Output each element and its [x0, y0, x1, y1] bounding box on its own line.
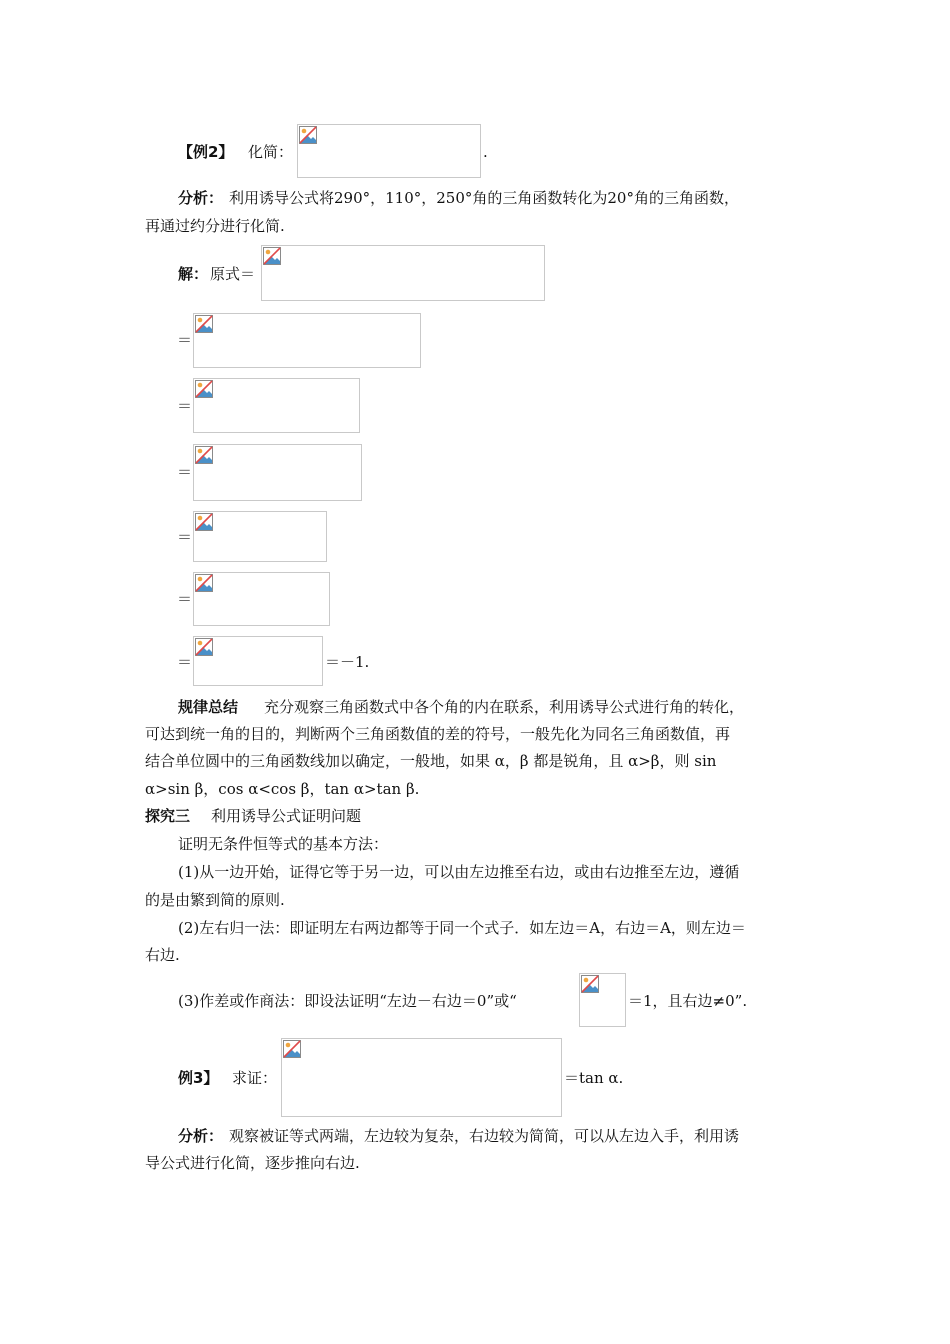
example-2-text: 化简：	[248, 143, 294, 161]
equals-sign: ＝	[177, 397, 193, 415]
formula-image	[297, 124, 481, 178]
analysis-text-line: 再通过约分进行化简.	[145, 217, 285, 235]
broken-image-icon	[195, 638, 213, 656]
method-text-line: ＝1，且右边≠0”.	[628, 992, 748, 1010]
method-text-line: (1)从一边开始，证得它等于另一边，可以由左边推至右边，或由右边推至左边，遵循	[178, 863, 740, 881]
broken-image-icon	[299, 126, 317, 144]
formula-image	[579, 973, 626, 1027]
formula-image	[193, 313, 421, 368]
formula-image	[193, 444, 362, 501]
broken-image-icon	[195, 315, 213, 333]
equals-sign: ＝	[177, 463, 193, 481]
summary-text-line: 充分观察三角函数式中各个角的内在联系，利用诱导公式进行角的转化，	[264, 698, 745, 716]
solution-text: 原式＝	[210, 265, 256, 283]
broken-image-icon	[195, 574, 213, 592]
broken-image-icon	[283, 1040, 301, 1058]
broken-image-icon	[195, 446, 213, 464]
analysis-text-line: 观察被证等式两端，左边较为复杂，右边较为简简，可以从左边入手，利用诱	[229, 1127, 740, 1145]
section-label: 探究三	[145, 807, 191, 825]
analysis-label: 分析：	[178, 189, 224, 207]
formula-image	[193, 572, 330, 626]
method-text-line: (2)左右归一法：即证明左右两边都等于同一个式子．如左边＝A，右边＝A，则左边＝	[178, 919, 746, 937]
broken-image-icon	[195, 380, 213, 398]
formula-image	[193, 636, 323, 686]
summary-label: 规律总结	[178, 698, 239, 716]
broken-image-icon	[195, 513, 213, 531]
broken-image-icon	[263, 247, 281, 265]
formula-image	[193, 511, 327, 562]
analysis-text-line: 利用诱导公式将290°，110°，250°角的三角函数转化为20°角的三角函数，	[229, 189, 739, 207]
equals-sign: ＝	[177, 528, 193, 546]
example-2-label: 【例2】	[178, 143, 234, 161]
section-title: 利用诱导公式证明问题	[211, 807, 362, 825]
formula-image	[261, 245, 545, 301]
equals-sign: ＝	[177, 331, 193, 349]
formula-image	[281, 1038, 562, 1117]
equals-sign: ＝	[177, 653, 193, 671]
solution-label: 解：	[178, 265, 209, 283]
analysis-text-line: 导公式进行化简，逐步推向右边.	[145, 1154, 360, 1172]
period: .	[483, 143, 488, 161]
equals-sign: ＝	[177, 590, 193, 608]
methods-intro: 证明无条件恒等式的基本方法：	[178, 835, 389, 853]
summary-text-line: α>sin β，cos α<cos β，tan α>tan β.	[145, 780, 420, 798]
method-text-line: 的是由繁到简的原则.	[145, 891, 285, 909]
method-text-line: (3)作差或作商法：即设法证明“左边－右边＝0”或“	[178, 992, 517, 1010]
method-text-line: 右边.	[145, 946, 180, 964]
formula-image	[193, 378, 360, 433]
final-result: ＝－1.	[325, 653, 370, 671]
example-3-result: ＝tan α.	[564, 1069, 624, 1087]
summary-text-line: 可达到统一角的目的，判断两个三角函数值的差的符号，一般先化为同名三角函数值，再	[145, 725, 731, 743]
analysis-label: 分析：	[178, 1127, 224, 1145]
summary-text-line: 结合单位圆中的三角函数线加以确定，一般地，如果 α，β 都是锐角，且 α>β，则 sin	[145, 752, 717, 770]
example-3-text: 求证：	[232, 1069, 278, 1087]
example-3-label: 例3】	[178, 1069, 219, 1087]
broken-image-icon	[581, 975, 599, 993]
